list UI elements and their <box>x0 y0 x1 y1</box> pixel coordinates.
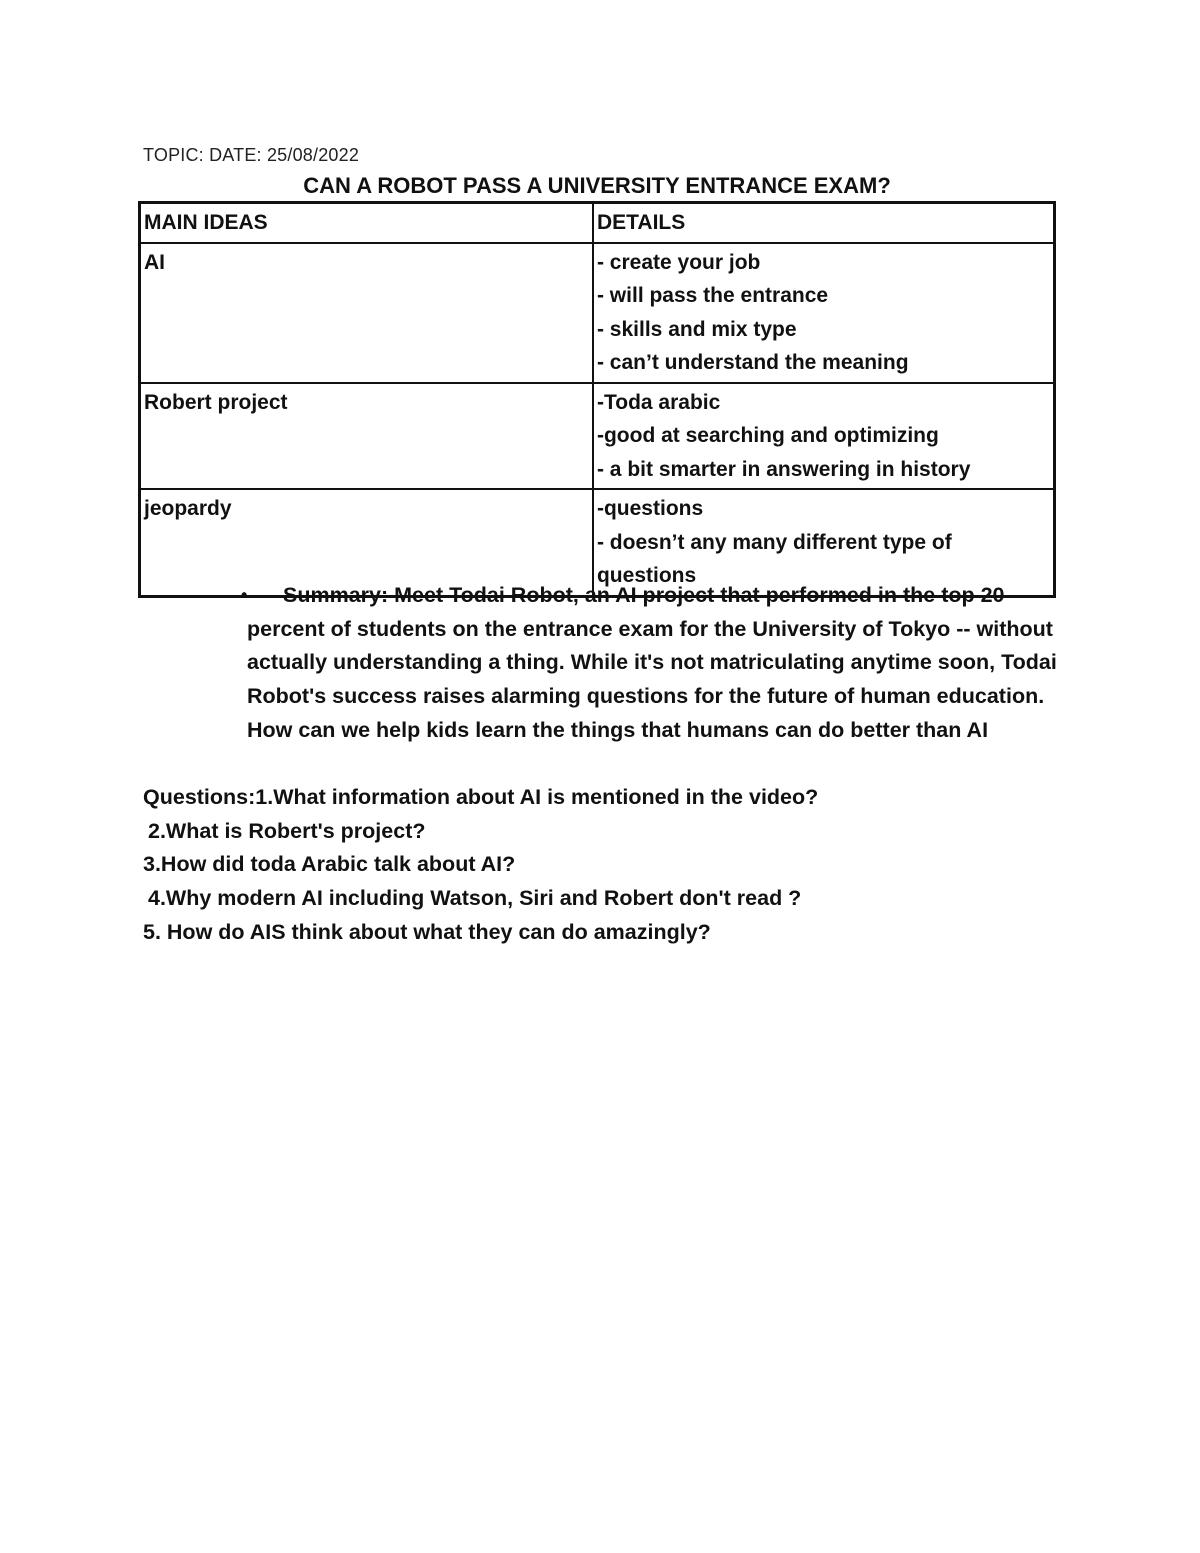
detail-line: -questions <box>596 497 704 520</box>
question-item: 2.What is Robert's project? <box>148 818 426 843</box>
topic-date-line: TOPIC: DATE: 25/08/2022 <box>143 145 360 165</box>
notes-table <box>138 201 1056 598</box>
question-item: Questions:1.What information about AI is mentioned in the video? <box>143 785 819 809</box>
detail-line: questions <box>596 564 697 587</box>
bullet-icon: • <box>241 585 248 605</box>
table-header-row <box>140 203 1055 243</box>
detail-line: - will pass the entrance <box>596 284 829 307</box>
detail-line: - can’t understand the meaning <box>596 351 909 374</box>
detail-line: - create your job <box>596 250 761 274</box>
question-item: 4.Why modern AI including Watson, Siri and Robert don't read ? <box>148 886 802 911</box>
detail-line: - a bit smarter in answering in history <box>596 457 971 481</box>
details-cell <box>593 243 1055 383</box>
main-idea-cell: AI <box>140 243 593 383</box>
summary-block <box>241 579 1077 748</box>
table-row <box>140 243 1055 383</box>
document-title: CAN A ROBOT PASS A UNIVERSITY ENTRANCE EXAM? <box>303 173 891 198</box>
detail-line: -Toda arabic <box>596 390 721 414</box>
question-item: 5. How do AIS think about what they can do amazingly? <box>143 919 711 944</box>
header-details: DETAILS <box>593 203 1055 243</box>
detail-line: - doesn’t any many different type of <box>596 530 952 554</box>
question-item: 3.How did toda Arabic talk about AI? <box>143 852 516 877</box>
summary-text: Summary: Meet Todai Robot, an AI project that performed in the top 20 percent of students on the entrance exam for the University of Tokyo -- without actually understanding a thing. While it's not matriculating anytime soon, Todai Robot's success raises alarming questions for the future of human education. How can we help kids learn the things that humans can do better than AI <box>247 583 1057 742</box>
details-cell <box>593 383 1055 490</box>
main-idea-cell: Robert project <box>140 383 593 490</box>
detail-line: -good at searching and optimizing <box>596 424 939 447</box>
table-row <box>140 383 1055 490</box>
questions-block <box>143 781 1043 950</box>
main-idea-cell: jeopardy <box>140 489 593 596</box>
detail-line: - skills and mix type <box>596 317 797 341</box>
header-main-ideas: MAIN IDEAS <box>140 203 593 243</box>
